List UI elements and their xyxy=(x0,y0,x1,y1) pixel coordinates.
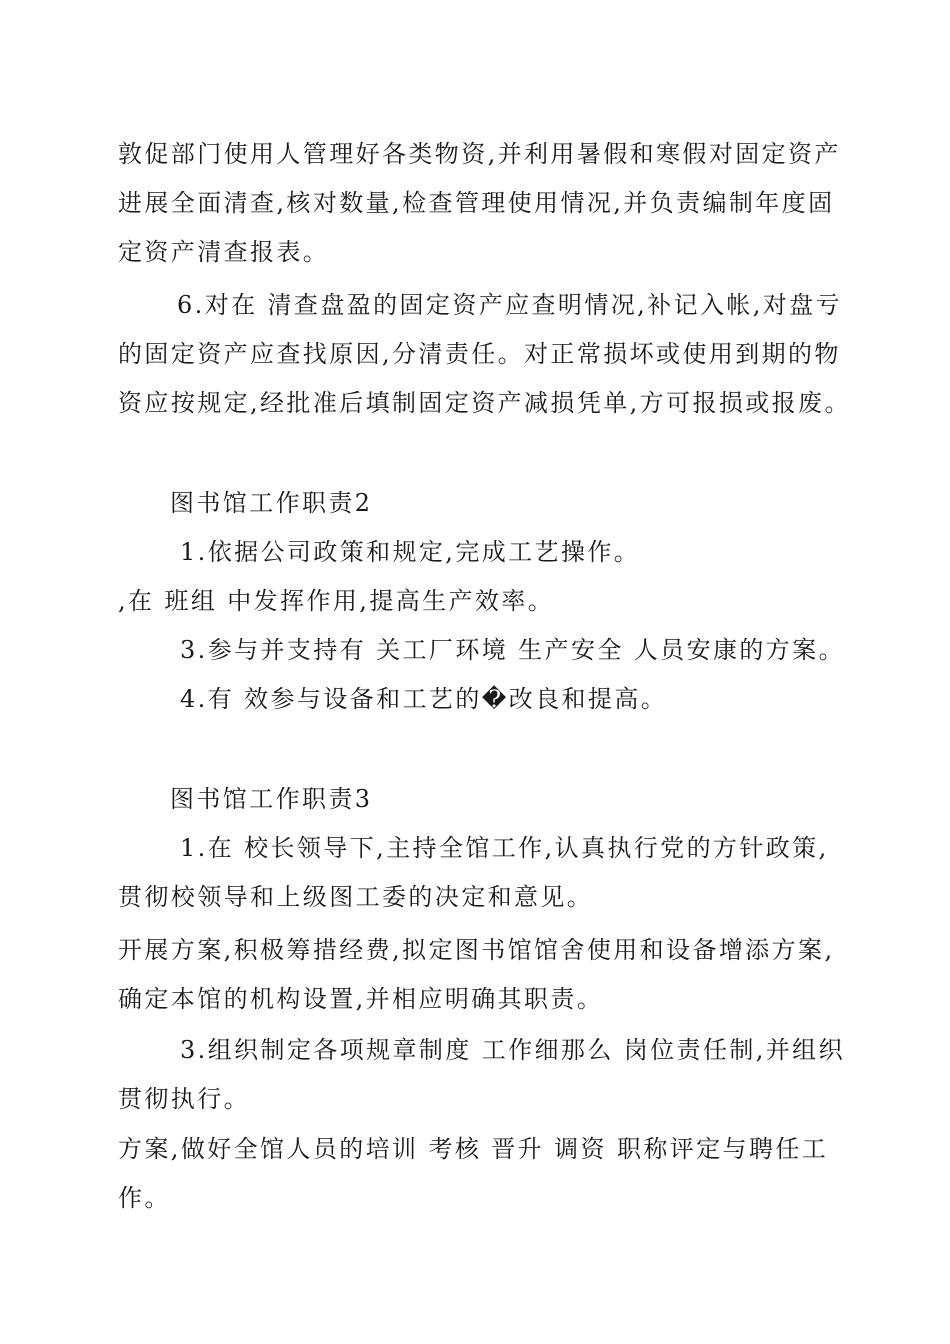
text-line: 贯彻校领导和上级图工委的决定和意见。 xyxy=(118,883,594,911)
text-line: 3.参与并支持有 关工厂环境 生产安全 人员安康的方案。 xyxy=(180,636,845,664)
text-line: 3.组织制定各项规章制度 工作细那么 岗位责任制,并组织 xyxy=(180,1036,845,1064)
text-line: 的固定资产应查找原因,分清责任。对正常损坏或使用到期的物 xyxy=(118,340,841,368)
text-line: 进展全面清查,核对数量,检查管理使用情况,并负责编制年度固 xyxy=(118,189,835,217)
text-line: 敦促部门使用人管理好各类物资,并利用暑假和寒假对固定资产 xyxy=(118,140,841,168)
text-line: 资应按规定,经批准后填制固定资产减损凭单,方可报损或报废。 xyxy=(118,389,851,417)
text-line: 方案,做好全馆人员的培训 考核 晋升 调资 职称评定与聘任工 xyxy=(118,1135,829,1163)
text-line: 定资产清查报表。 xyxy=(118,238,330,266)
text-line: 6.对在 清查盘盈的固定资产应查明情况,补记入帐,对盘亏 xyxy=(177,291,842,319)
text-line: 1.在 校长领导下,主持全馆工作,认真执行党的方针政策, xyxy=(180,834,829,862)
section-heading: 图书馆工作职责2 xyxy=(170,489,373,517)
section-heading: 图书馆工作职责3 xyxy=(170,785,373,813)
text-line: 确定本馆的机构设置,并相应明确其职责。 xyxy=(118,985,604,1013)
text-line: 开展方案,积极筹措经费,拟定图书馆馆舍使用和设备增添方案, xyxy=(118,936,835,964)
text-line: 作。 xyxy=(118,1184,171,1212)
text-line: 1.依据公司政策和规定,完成工艺操作。 xyxy=(180,538,641,566)
text-line: ,在 班组 中发挥作用,提高生产效率。 xyxy=(118,587,555,615)
text-line: 4.有 效参与设备和工艺的�改良和提高。 xyxy=(180,685,668,713)
text-line: 贯彻执行。 xyxy=(118,1085,250,1113)
